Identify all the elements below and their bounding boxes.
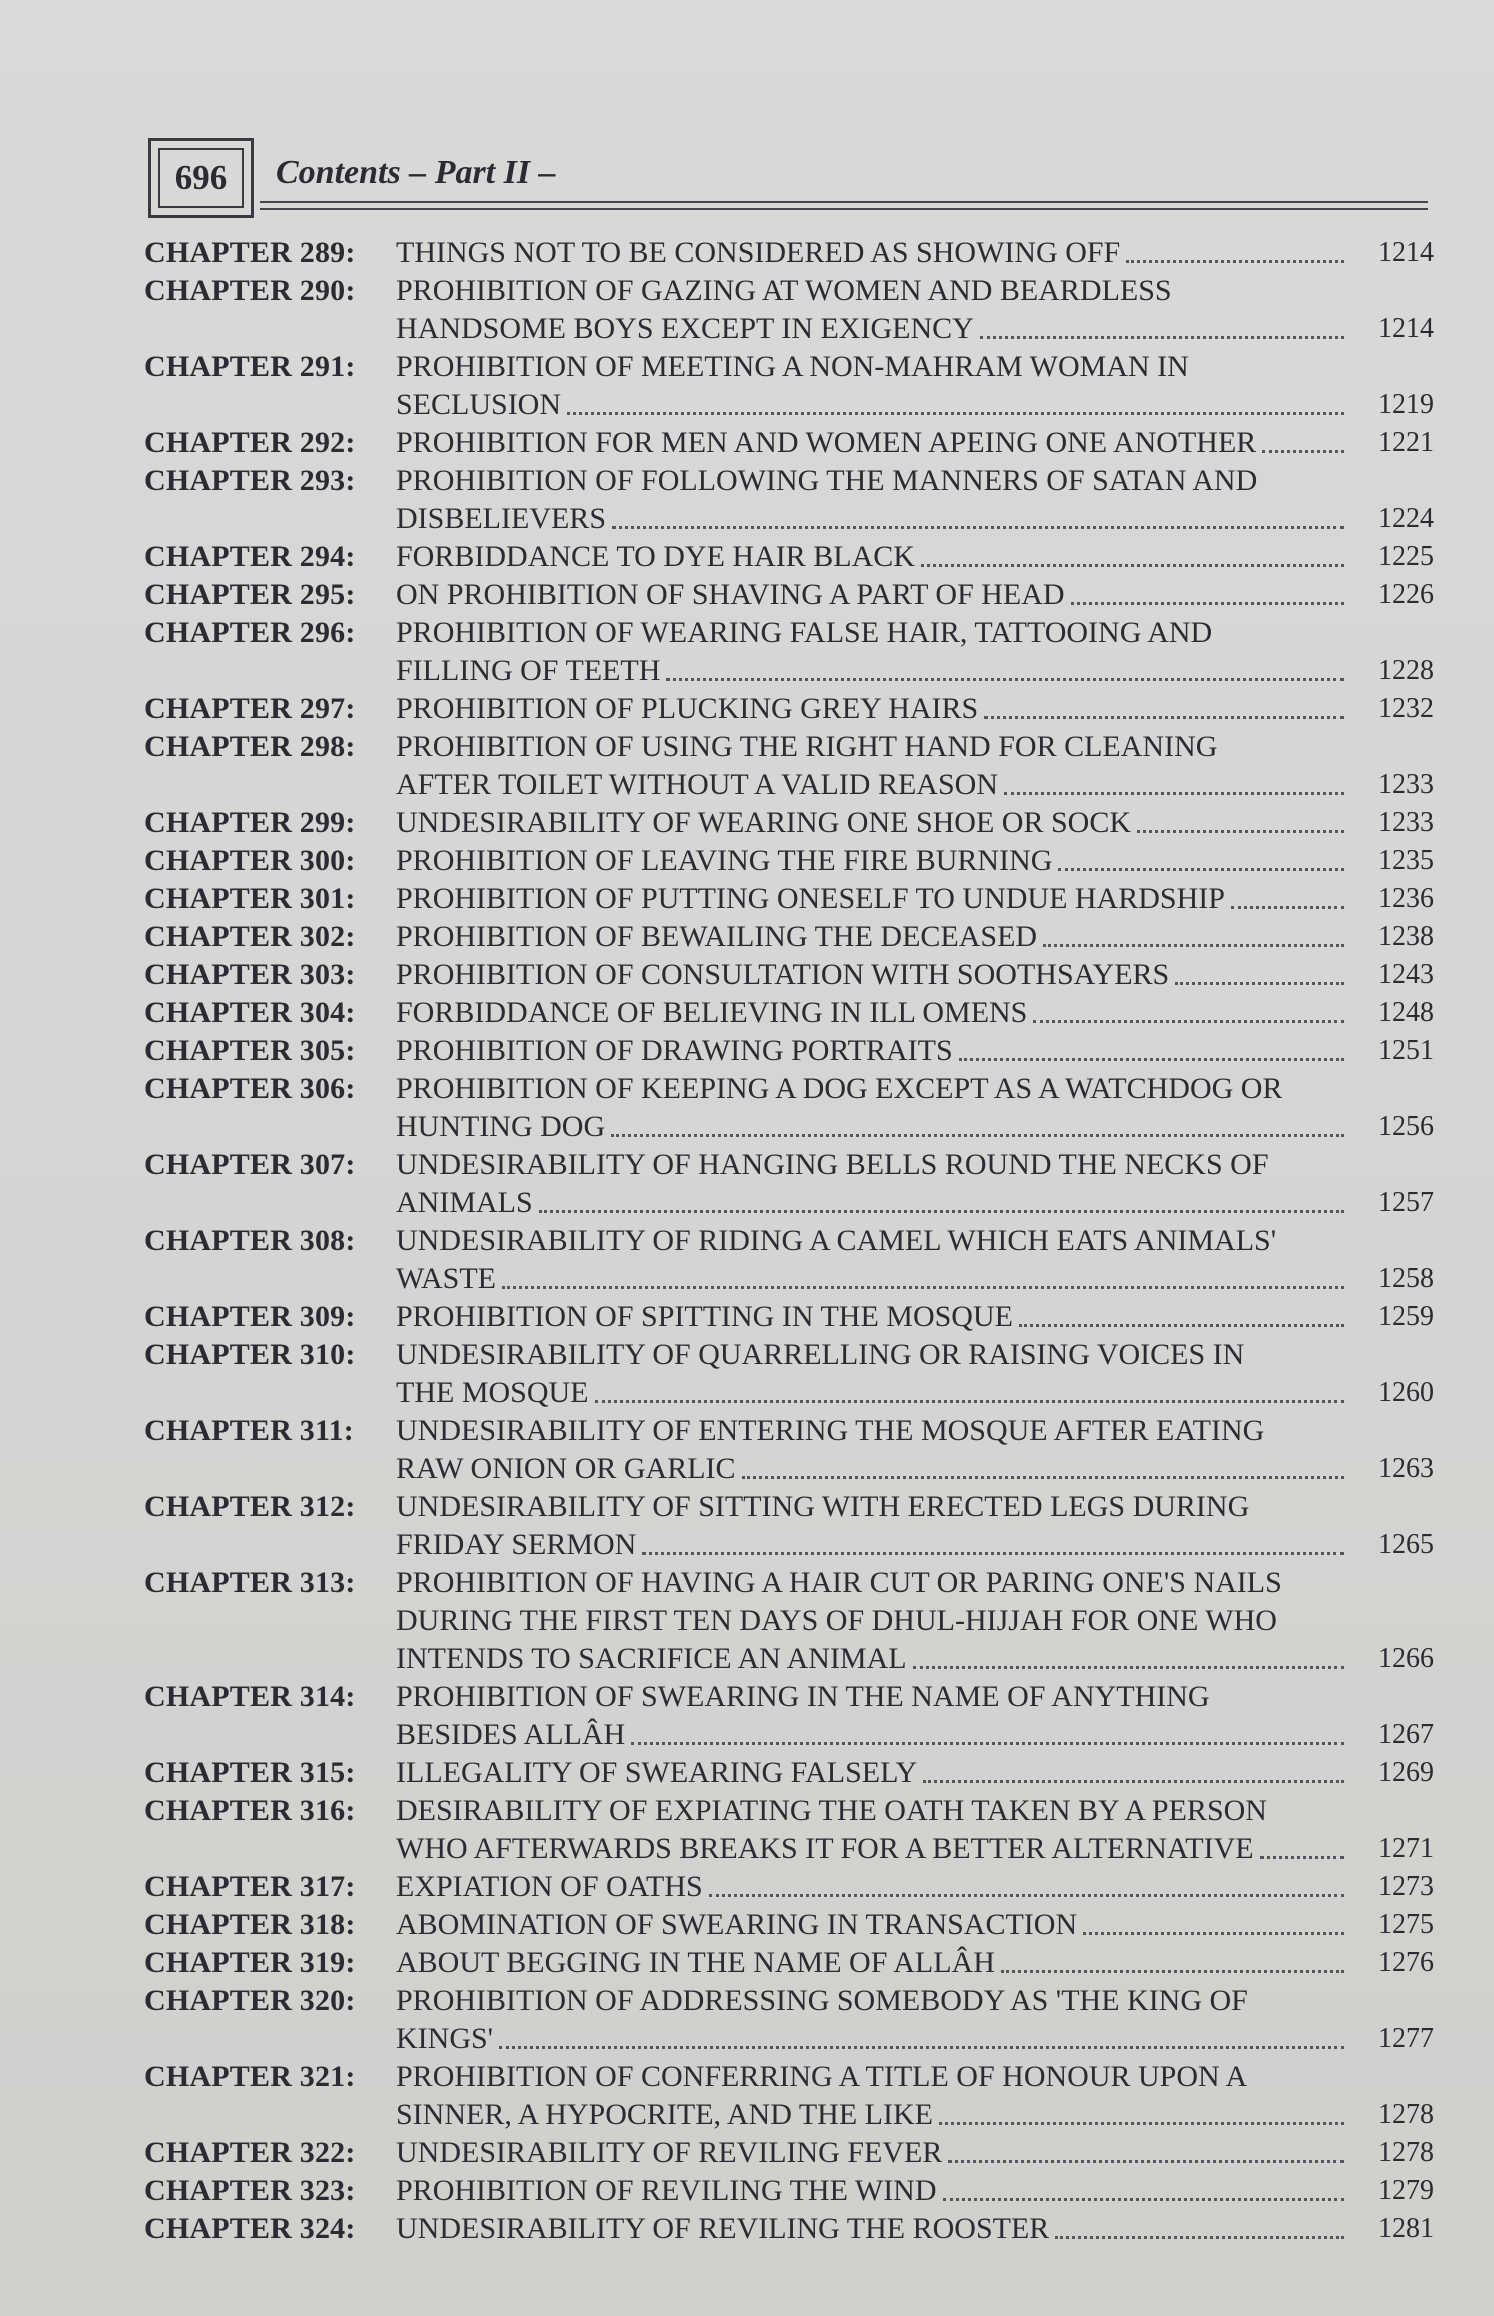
chapter-title-text: WASTE (396, 1262, 496, 1295)
chapter-title-line (396, 1146, 1434, 1184)
chapter-title-block (396, 2172, 1434, 2210)
chapter-title-text: FORBIDDANCE OF BELIEVING IN ILL OMENS (396, 996, 1028, 1029)
dot-leader (984, 716, 1344, 719)
chapter-label: CHAPTER 322: (144, 2136, 356, 2169)
chapter-label: CHAPTER 307: (144, 1148, 356, 1181)
chapter-label: CHAPTER 313: (144, 1566, 356, 1599)
chapter-title-block (396, 1146, 1434, 1222)
chapter-title-text: ILLEGALITY OF SWEARING FALSELY (396, 1756, 918, 1789)
chapter-label: CHAPTER 293: (144, 464, 356, 497)
chapter-title-line (396, 918, 1434, 956)
chapter-label: CHAPTER 317: (144, 1870, 356, 1903)
chapter-title-block (396, 348, 1434, 424)
chapter-label: CHAPTER 309: (144, 1300, 356, 1333)
page-ref: 1214 (1378, 237, 1434, 268)
dot-leader (1058, 868, 1344, 871)
page-ref: 1278 (1378, 2137, 1434, 2168)
chapter-title-line (396, 424, 1434, 462)
chapter-title-block (396, 956, 1434, 994)
toc-entry (144, 614, 1434, 690)
chapter-title-block (396, 576, 1434, 614)
toc-entry (144, 1488, 1434, 1564)
chapter-title-text: ABOMINATION OF SWEARING IN TRANSACTION (396, 1908, 1078, 1941)
toc-entry (144, 462, 1434, 538)
dot-leader (959, 1058, 1344, 1061)
dot-leader (1137, 830, 1344, 833)
toc-entry (144, 804, 1434, 842)
chapter-title-block (396, 2134, 1434, 2172)
dot-leader (1175, 982, 1344, 985)
chapter-title-block (396, 880, 1434, 918)
chapter-title-text: PROHIBITION OF DRAWING PORTRAITS (396, 1034, 953, 1067)
chapter-title-text: PROHIBITION OF BEWAILING THE DECEASED (396, 920, 1038, 953)
chapter-title-text: PROHIBITION OF GAZING AT WOMEN AND BEARDLESS (396, 274, 1172, 307)
chapter-title-block (396, 1564, 1434, 1678)
chapter-title-line (396, 1070, 1434, 1108)
chapter-label: CHAPTER 289: (144, 236, 356, 269)
page-ref: 1269 (1378, 1757, 1434, 1788)
chapter-label: CHAPTER 304: (144, 996, 356, 1029)
chapter-title-line (396, 2172, 1434, 2210)
chapter-title-line (396, 1450, 1434, 1488)
chapter-title-text: UNDESIRABILITY OF WEARING ONE SHOE OR SOCK (396, 806, 1131, 839)
dot-leader (921, 564, 1344, 567)
chapter-title-text: AFTER TOILET WITHOUT A VALID REASON (396, 768, 998, 801)
chapter-title-line (396, 766, 1434, 804)
chapter-title-line (396, 1906, 1434, 1944)
toc-entry (144, 956, 1434, 994)
chapter-title-text: PROHIBITION OF LEAVING THE FIRE BURNING (396, 844, 1053, 877)
chapter-title-text: INTENDS TO SACRIFICE AN ANIMAL (396, 1642, 907, 1675)
toc-entry (144, 880, 1434, 918)
page-ref: 1243 (1378, 959, 1434, 990)
page-ref: 1236 (1378, 883, 1434, 914)
chapter-title-text: PROHIBITION OF USING THE RIGHT HAND FOR CLEANING (396, 730, 1218, 763)
chapter-title-block (396, 1868, 1434, 1906)
chapter-title-line (396, 1944, 1434, 1982)
toc-entry (144, 1792, 1434, 1868)
chapter-title-line (396, 1526, 1434, 1564)
page-ref: 1256 (1378, 1111, 1434, 1142)
toc-entry (144, 1754, 1434, 1792)
dot-leader (1033, 1020, 1344, 1023)
chapter-title-text: DISBELIEVERS (396, 502, 606, 535)
page-ref: 1232 (1378, 693, 1434, 724)
toc-entry (144, 1298, 1434, 1336)
chapter-title-line (396, 1412, 1434, 1450)
toc-entry (144, 1336, 1434, 1412)
dot-leader (595, 1400, 1345, 1403)
page-ref: 1228 (1378, 655, 1434, 686)
chapter-label: CHAPTER 315: (144, 1756, 356, 1789)
chapter-title-text: THE MOSQUE (396, 1376, 589, 1409)
chapter-title-text: UNDESIRABILITY OF REVILING FEVER (396, 2136, 943, 2169)
toc-entry (144, 1070, 1434, 1146)
chapter-title-line (396, 1488, 1434, 1526)
chapter-title-line (396, 614, 1434, 652)
chapter-label: CHAPTER 303: (144, 958, 356, 991)
chapter-title-text: WHO AFTERWARDS BREAKS IT FOR A BETTER ALTERNATIVE (396, 1832, 1254, 1865)
page-ref: 1233 (1378, 769, 1434, 800)
chapter-title-block (396, 1488, 1434, 1564)
chapter-label: CHAPTER 297: (144, 692, 356, 725)
toc-entry (144, 2172, 1434, 2210)
chapter-title-line (396, 1754, 1434, 1792)
dot-leader (1231, 906, 1344, 909)
chapter-title-block (396, 1792, 1434, 1868)
chapter-title-line (396, 1298, 1434, 1336)
toc-entry (144, 1032, 1434, 1070)
chapter-title-text: PROHIBITION OF SPITTING IN THE MOSQUE (396, 1300, 1013, 1333)
dot-leader (709, 1894, 1344, 1897)
dot-leader (612, 526, 1344, 529)
chapter-title-text: HANDSOME BOYS EXCEPT IN EXIGENCY (396, 312, 974, 345)
toc-entry (144, 994, 1434, 1032)
chapter-title-line (396, 1260, 1434, 1298)
dot-leader (1262, 450, 1344, 453)
toc-entry (144, 1564, 1434, 1678)
page-ref: 1258 (1378, 1263, 1434, 1294)
dot-leader (567, 412, 1344, 415)
dot-leader (631, 1742, 1344, 1745)
chapter-title-line (396, 1868, 1434, 1906)
toc-entry (144, 2210, 1434, 2248)
chapter-title-text: RAW ONION OR GARLIC (396, 1452, 736, 1485)
chapter-title-text: FORBIDDANCE TO DYE HAIR BLACK (396, 540, 915, 573)
page-ref: 1266 (1378, 1643, 1434, 1674)
toc-entry (144, 918, 1434, 956)
chapter-title-block (396, 538, 1434, 576)
chapter-title-text: ON PROHIBITION OF SHAVING A PART OF HEAD (396, 578, 1065, 611)
dot-leader (939, 2122, 1344, 2125)
page-ref: 1281 (1378, 2213, 1434, 2244)
chapter-label: CHAPTER 308: (144, 1224, 356, 1257)
chapter-title-block (396, 918, 1434, 956)
dot-leader (980, 336, 1344, 339)
page-ref: 1263 (1378, 1453, 1434, 1484)
dot-leader (1019, 1324, 1344, 1327)
header-rule-bottom (260, 208, 1428, 210)
toc-entry (144, 234, 1434, 272)
chapter-title-line (396, 1678, 1434, 1716)
chapter-label: CHAPTER 295: (144, 578, 356, 611)
chapter-label: CHAPTER 306: (144, 1072, 356, 1105)
dot-leader (1043, 944, 1344, 947)
chapter-title-line (396, 842, 1434, 880)
chapter-label: CHAPTER 291: (144, 350, 356, 383)
chapter-title-line (396, 2134, 1434, 2172)
chapter-title-line (396, 1640, 1434, 1678)
chapter-title-block (396, 728, 1434, 804)
chapter-title-line (396, 690, 1434, 728)
chapter-title-line (396, 1982, 1434, 2020)
chapter-title-text: PROHIBITION OF ADDRESSING SOMEBODY AS 'THE KING OF (396, 1984, 1248, 2017)
page-ref: 1267 (1378, 1719, 1434, 1750)
chapter-title-text: UNDESIRABILITY OF HANGING BELLS ROUND THE NECKS OF (396, 1148, 1269, 1181)
chapter-title-text: PROHIBITION OF SWEARING IN THE NAME OF ANYTHING (396, 1680, 1210, 1713)
chapter-label: CHAPTER 305: (144, 1034, 356, 1067)
dot-leader (742, 1476, 1344, 1479)
chapter-title-text: ANIMALS (396, 1186, 533, 1219)
toc-entry (144, 1678, 1434, 1754)
page-number-box (148, 138, 254, 218)
chapter-title-block (396, 614, 1434, 690)
dot-leader (1126, 260, 1344, 263)
toc-entry (144, 2134, 1434, 2172)
chapter-title-text: THINGS NOT TO BE CONSIDERED AS SHOWING OFF (396, 236, 1121, 269)
chapter-label: CHAPTER 301: (144, 882, 356, 915)
chapter-title-text: UNDESIRABILITY OF REVILING THE ROOSTER (396, 2212, 1050, 2245)
dot-leader (913, 1666, 1344, 1669)
chapter-title-text: FRIDAY SERMON (396, 1528, 637, 1561)
chapter-title-line (396, 462, 1434, 500)
page-ref: 1276 (1378, 1947, 1434, 1978)
dot-leader (943, 2198, 1344, 2201)
chapter-title-line (396, 1108, 1434, 1146)
toc-entry (144, 842, 1434, 880)
page-number: 696 (158, 148, 244, 208)
chapter-title-line (396, 1032, 1434, 1070)
chapter-title-text: ABOUT BEGGING IN THE NAME OF ALLÂH (396, 1946, 995, 1979)
chapter-label: CHAPTER 294: (144, 540, 356, 573)
chapter-title-line (396, 956, 1434, 994)
chapter-title-line (396, 1336, 1434, 1374)
dot-leader (611, 1134, 1344, 1137)
chapter-title-text: PROHIBITION OF KEEPING A DOG EXCEPT AS A WATCHDOG OR (396, 1072, 1283, 1105)
chapter-title-line (396, 1830, 1434, 1868)
page-ref: 1251 (1378, 1035, 1434, 1066)
chapter-title-block (396, 1906, 1434, 1944)
running-title: Contents – Part II – (276, 154, 556, 191)
chapter-label: CHAPTER 300: (144, 844, 356, 877)
chapter-title-text: DURING THE FIRST TEN DAYS OF DHUL-HIJJAH FOR ONE WHO (396, 1604, 1277, 1637)
chapter-label: CHAPTER 302: (144, 920, 356, 953)
chapter-title-block (396, 2058, 1434, 2134)
dot-leader (502, 1286, 1344, 1289)
chapter-title-text: PROHIBITION OF CONFERRING A TITLE OF HONOUR UPON A (396, 2060, 1248, 2093)
chapter-label: CHAPTER 324: (144, 2212, 356, 2245)
chapter-title-text: BESIDES ALLÂH (396, 1718, 626, 1751)
chapter-title-text: PROHIBITION OF PUTTING ONESELF TO UNDUE HARDSHIP (396, 882, 1225, 915)
chapter-label: CHAPTER 312: (144, 1490, 356, 1523)
chapter-title-block (396, 994, 1434, 1032)
page-ref: 1221 (1378, 427, 1434, 458)
page-ref: 1259 (1378, 1301, 1434, 1332)
chapter-title-block (396, 2210, 1434, 2248)
page-ref: 1273 (1378, 1871, 1434, 1902)
page-ref: 1226 (1378, 579, 1434, 610)
chapter-title-text: DESIRABILITY OF EXPIATING THE OATH TAKEN BY A PERSON (396, 1794, 1267, 1827)
chapter-title-line (396, 2096, 1434, 2134)
chapter-label: CHAPTER 311: (144, 1414, 354, 1447)
page-ref: 1279 (1378, 2175, 1434, 2206)
chapter-title-line (396, 2020, 1434, 2058)
chapter-title-text: PROHIBITION OF HAVING A HAIR CUT OR PARING ONE'S NAILS (396, 1566, 1282, 1599)
chapter-title-line (396, 348, 1434, 386)
toc-entry (144, 1944, 1434, 1982)
chapter-title-line (396, 1184, 1434, 1222)
chapter-title-text: FILLING OF TEETH (396, 654, 661, 687)
chapter-title-line (396, 652, 1434, 690)
chapter-title-block (396, 1070, 1434, 1146)
chapter-title-text: PROHIBITION OF PLUCKING GREY HAIRS (396, 692, 979, 725)
chapter-title-text: EXPIATION OF OATHS (396, 1870, 703, 1903)
chapter-label: CHAPTER 292: (144, 426, 356, 459)
chapter-label: CHAPTER 296: (144, 616, 356, 649)
chapter-title-line (396, 1716, 1434, 1754)
page-ref: 1257 (1378, 1187, 1434, 1218)
table-of-contents (144, 234, 1434, 2248)
page-ref: 1260 (1378, 1377, 1434, 1408)
chapter-label: CHAPTER 323: (144, 2174, 356, 2207)
chapter-label: CHAPTER 299: (144, 806, 356, 839)
chapter-title-block (396, 804, 1434, 842)
chapter-title-line (396, 272, 1434, 310)
chapter-title-line (396, 1602, 1434, 1640)
dot-leader (1004, 792, 1344, 795)
page-ref: 1278 (1378, 2099, 1434, 2130)
chapter-title-block (396, 424, 1434, 462)
toc-entry (144, 576, 1434, 614)
chapter-title-text: PROHIBITION OF MEETING A NON-MAHRAM WOMAN IN (396, 350, 1189, 383)
page-header (148, 138, 1428, 220)
dot-leader (948, 2160, 1344, 2163)
chapter-label: CHAPTER 314: (144, 1680, 356, 1713)
chapter-title-text: SINNER, A HYPOCRITE, AND THE LIKE (396, 2098, 933, 2131)
dot-leader (499, 2046, 1344, 2049)
toc-entry (144, 2058, 1434, 2134)
toc-entry (144, 348, 1434, 424)
page-ref: 1235 (1378, 845, 1434, 876)
chapter-label: CHAPTER 320: (144, 1984, 356, 2017)
toc-entry (144, 272, 1434, 348)
chapter-title-block (396, 234, 1434, 272)
header-rule-top (260, 201, 1428, 203)
chapter-label: CHAPTER 290: (144, 274, 356, 307)
chapter-label: CHAPTER 319: (144, 1946, 356, 1979)
page-ref: 1265 (1378, 1529, 1434, 1560)
chapter-title-line (396, 1792, 1434, 1830)
chapter-title-line (396, 500, 1434, 538)
page-ref: 1214 (1378, 313, 1434, 344)
page-ref: 1248 (1378, 997, 1434, 1028)
dot-leader (1071, 602, 1344, 605)
chapter-title-line (396, 804, 1434, 842)
chapter-title-text: PROHIBITION OF CONSULTATION WITH SOOTHSAYERS (396, 958, 1170, 991)
dot-leader (1083, 1932, 1344, 1935)
chapter-title-text: PROHIBITION OF REVILING THE WIND (396, 2174, 937, 2207)
chapter-title-text: HUNTING DOG (396, 1110, 606, 1143)
chapter-title-line (396, 1222, 1434, 1260)
page-ref: 1225 (1378, 541, 1434, 572)
toc-entry (144, 1412, 1434, 1488)
chapter-title-text: SECLUSION (396, 388, 562, 421)
chapter-title-line (396, 386, 1434, 424)
chapter-title-block (396, 842, 1434, 880)
chapter-label: CHAPTER 321: (144, 2060, 356, 2093)
chapter-title-line (396, 576, 1434, 614)
chapter-title-text: UNDESIRABILITY OF QUARRELLING OR RAISING VOICES IN (396, 1338, 1245, 1371)
chapter-title-block (396, 1222, 1434, 1298)
toc-entry (144, 690, 1434, 728)
toc-entry (144, 728, 1434, 804)
page-ref: 1275 (1378, 1909, 1434, 1940)
chapter-title-block (396, 462, 1434, 538)
toc-entry (144, 1982, 1434, 2058)
chapter-title-line (396, 728, 1434, 766)
chapter-label: CHAPTER 298: (144, 730, 356, 763)
toc-entry (144, 538, 1434, 576)
chapter-label: CHAPTER 318: (144, 1908, 356, 1941)
chapter-title-block (396, 1678, 1434, 1754)
page-ref: 1238 (1378, 921, 1434, 952)
chapter-title-text: UNDESIRABILITY OF RIDING A CAMEL WHICH EATS ANIMALS' (396, 1224, 1277, 1257)
chapter-title-block (396, 272, 1434, 348)
page-ref: 1271 (1378, 1833, 1434, 1864)
chapter-title-block (396, 1944, 1434, 1982)
chapter-label: CHAPTER 316: (144, 1794, 356, 1827)
chapter-title-line (396, 1374, 1434, 1412)
chapter-title-line (396, 1564, 1434, 1602)
dot-leader (1001, 1970, 1344, 1973)
chapter-title-text: PROHIBITION OF WEARING FALSE HAIR, TATTOOING AND (396, 616, 1213, 649)
chapter-title-block (396, 1754, 1434, 1792)
chapter-title-line (396, 538, 1434, 576)
page-ref: 1219 (1378, 389, 1434, 420)
page-ref: 1233 (1378, 807, 1434, 838)
chapter-title-text: KINGS' (396, 2022, 494, 2055)
toc-entry (144, 424, 1434, 462)
chapter-title-line (396, 2210, 1434, 2248)
chapter-title-line (396, 880, 1434, 918)
chapter-title-block (396, 1336, 1434, 1412)
dot-leader (539, 1210, 1344, 1213)
page-ref: 1277 (1378, 2023, 1434, 2054)
chapter-title-block (396, 1032, 1434, 1070)
chapter-label: CHAPTER 310: (144, 1338, 356, 1371)
chapter-title-block (396, 1412, 1434, 1488)
toc-entry (144, 1906, 1434, 1944)
chapter-title-text: PROHIBITION FOR MEN AND WOMEN APEING ONE ANOTHER (396, 426, 1257, 459)
toc-entry (144, 1868, 1434, 1906)
dot-leader (923, 1780, 1344, 1783)
dot-leader (1260, 1856, 1344, 1859)
dot-leader (666, 678, 1344, 681)
chapter-title-line (396, 234, 1434, 272)
toc-entry (144, 1146, 1434, 1222)
chapter-title-line (396, 310, 1434, 348)
chapter-title-text: UNDESIRABILITY OF SITTING WITH ERECTED LEGS DURING (396, 1490, 1250, 1523)
chapter-title-line (396, 2058, 1434, 2096)
toc-entry (144, 1222, 1434, 1298)
chapter-title-block (396, 1982, 1434, 2058)
dot-leader (1055, 2236, 1344, 2239)
chapter-title-text: PROHIBITION OF FOLLOWING THE MANNERS OF SATAN AND (396, 464, 1258, 497)
chapter-title-line (396, 994, 1434, 1032)
chapter-title-text: UNDESIRABILITY OF ENTERING THE MOSQUE AFTER EATING (396, 1414, 1265, 1447)
chapter-title-block (396, 1298, 1434, 1336)
page-ref: 1224 (1378, 503, 1434, 534)
dot-leader (642, 1552, 1344, 1555)
chapter-title-block (396, 690, 1434, 728)
